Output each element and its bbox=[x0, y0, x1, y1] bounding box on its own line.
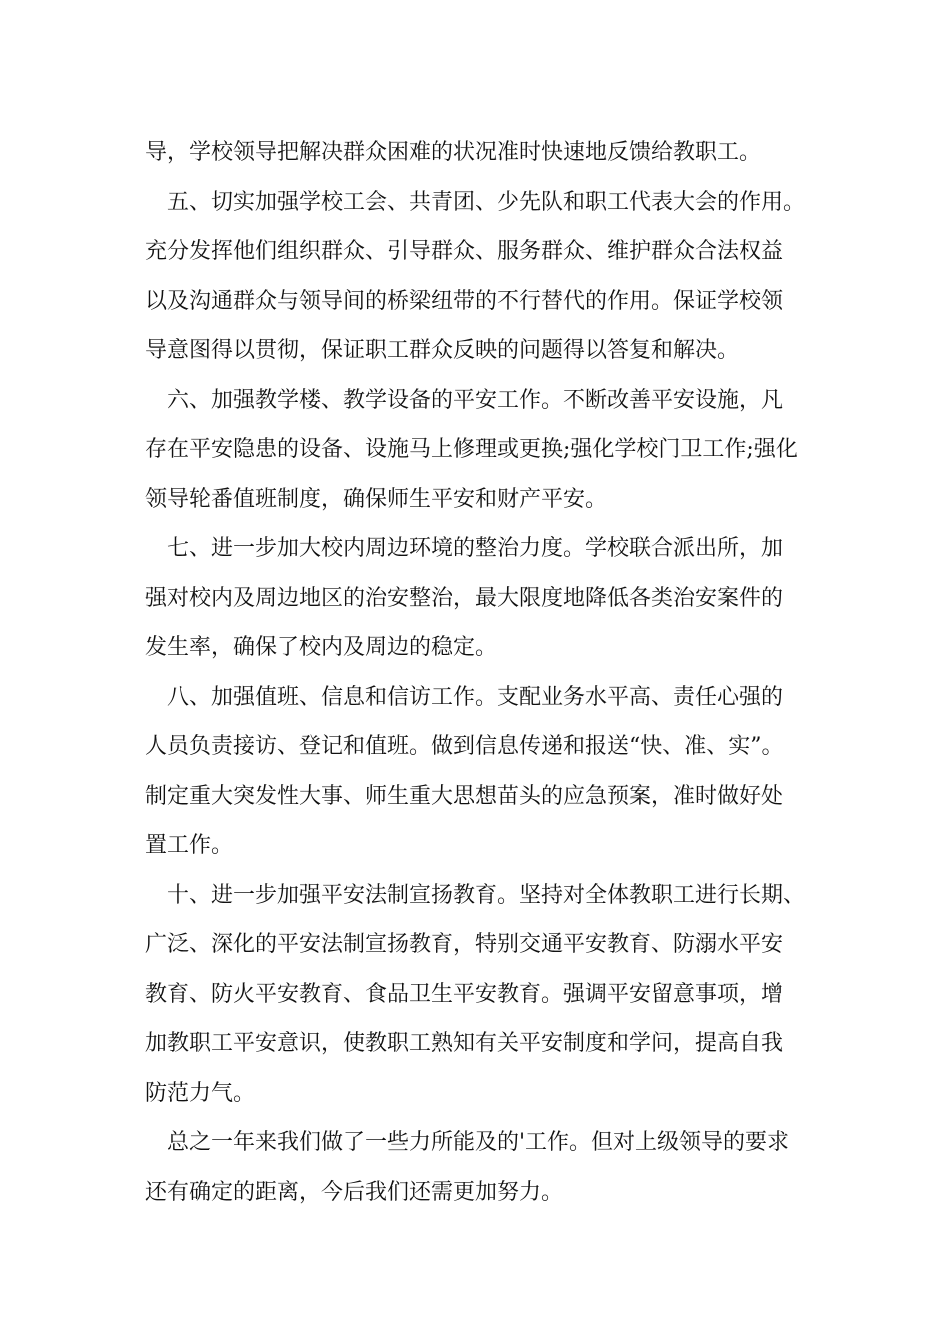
paragraph-first-line: 八、加强值班、信息和信访工作。支配业务水平高、责任心强的 bbox=[167, 684, 784, 710]
text-line: 强对校内及周边地区的治安整治，最大限度地降低各类治安案件的 bbox=[145, 585, 784, 611]
text-line: 制定重大突发性大事、师生重大思想苗头的应急预案，准时做好处 bbox=[145, 783, 784, 809]
text-line: 以及沟通群众与领导间的桥梁纽带的不行替代的作用。保证学校领 bbox=[145, 288, 784, 314]
text-line: 发生率，确保了校内及周边的稳定。 bbox=[145, 635, 498, 660]
paragraph-first-line: 七、进一步加大校内周边环境的整治力度。学校联合派出所，加 bbox=[167, 536, 784, 561]
paragraph-first-line: 十、进一步加强平安法制宣扬教育。坚持对全体教职工进行长期、 bbox=[167, 882, 806, 908]
text-line: 人员负责接访、登记和值班。做到信息传递和报送“快、准、实”。 bbox=[145, 734, 784, 759]
text-line: 导，学校领导把解决群众困难的状况准时快速地反馈给教职工。 bbox=[145, 140, 762, 165]
text-line: 导意图得以贯彻，保证职工群众反映的问题得以答复和解决。 bbox=[145, 338, 740, 363]
text-line: 置工作。 bbox=[145, 833, 234, 858]
text-line: 教育、防火平安教育、食品卫生平安教育。强调平安留意事项，增 bbox=[145, 981, 784, 1007]
text-line: 存在平安隐患的设备、设施马上修理或更换;强化学校门卫工作;强化 bbox=[145, 437, 798, 462]
paragraph-first-line: 六、加强教学楼、教学设备的平安工作。不断改善平安设施，凡 bbox=[167, 387, 784, 413]
text-line: 充分发挥他们组织群众、引导群众、服务群众、维护群众合法权益 bbox=[145, 239, 784, 264]
text-line: 领导轮番值班制度，确保师生平安和财产平安。 bbox=[145, 486, 608, 512]
text-line: 加教职工平安意识，使教职工熟知有关平安制度和学问，提高自我 bbox=[145, 1031, 784, 1056]
text-line: 防范力气。 bbox=[145, 1080, 256, 1106]
text-line: 还有确定的距离，今后我们还需更加努力。 bbox=[145, 1179, 564, 1205]
paragraph-first-line: 五、切实加强学校工会、共青团、少先队和职工代表大会的作用。 bbox=[167, 189, 806, 215]
text-line: 广泛、深化的平安法制宣扬教育，特别交通平安教育、防溺水平安 bbox=[145, 932, 784, 957]
paragraph-first-line: 总之一年来我们做了一些力所能及的'工作。但对上级领导的要求 bbox=[167, 1130, 790, 1155]
document-body bbox=[145, 128, 825, 1217]
